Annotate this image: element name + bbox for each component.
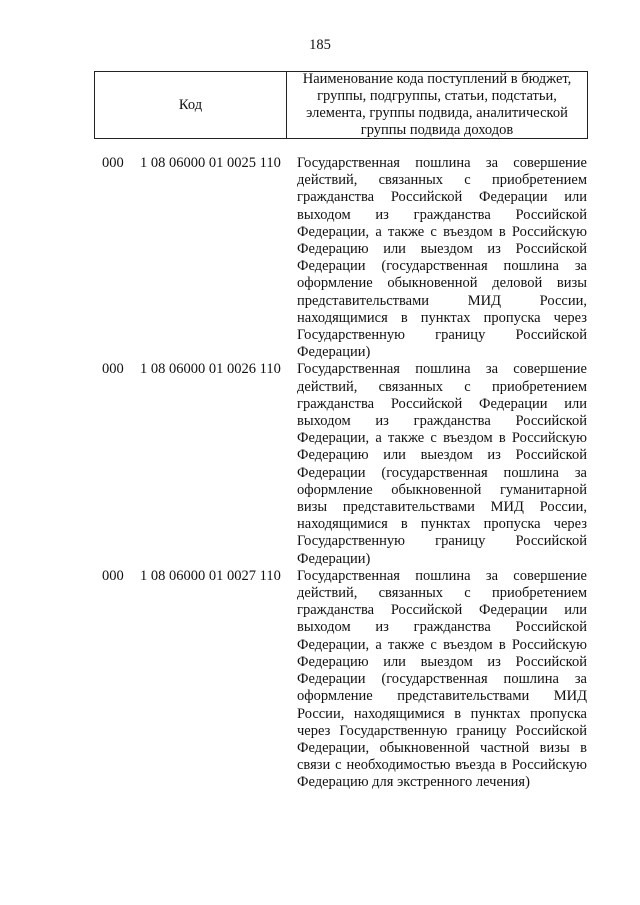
header-code-cell: Код — [95, 72, 287, 138]
revenue-code: 1 08 06000 01 0026 110 — [140, 361, 281, 378]
entry-row — [0, 155, 640, 361]
revenue-description: Государственная пошлина за совершение действий, связанных с приобретением гражданства Российской Федерации или выходом из гражданства Российской Федерации, а также с въездом в Российскую Федерацию или выездом из Российской Федерации (государственная пошлина за оформление представительствами МИД России, находящимися в пунктах пропуска через Государственную границу Российской Федерации, обыкновенной частной визы в связи с необходимостью въезда в Российскую Федерацию для экстренного лечения) — [297, 567, 587, 791]
entry-row — [0, 361, 640, 567]
admin-code: 000 — [102, 155, 124, 171]
header-name-cell: Наименование кода поступлений в бюджет, группы, подгруппы, статьи, подстатьи, элемента, группы подвида, аналитической группы подвида доходов — [302, 71, 572, 138]
admin-code: 000 — [102, 567, 124, 584]
entry-row — [0, 568, 640, 792]
revenue-description: Государственная пошлина за совершение действий, связанных с приобретением гражданства Российской Федерации или выходом из гражданства Российской Федерации, а также с въездом в Российскую Федерацию или выездом из Российской Федерации (государственная пошлина за оформление обыкновенной гуманитарной визы представительствами МИД России, находящимися в пунктах пропуска через Государственную границу Российской Федерации) — [297, 361, 587, 567]
revenue-code: 1 08 06000 01 0025 110 — [140, 155, 281, 171]
table-header — [94, 71, 588, 139]
admin-code: 000 — [102, 361, 124, 378]
revenue-description: Государственная пошлина за совершение действий, связанных с приобретением гражданства Российской Федерации или выходом из гражданства Российской Федерации, а также с въездом в Российскую Федерацию или выездом из Российской Федерации (государственная пошлина за оформление обыкновенной деловой визы представительствами МИД России, находящимися в пунктах пропуска через Государственную границу Российской Федерации) — [297, 155, 587, 361]
page-number: 185 — [309, 37, 331, 53]
entries-list — [0, 155, 640, 792]
revenue-code: 1 08 06000 01 0027 110 — [140, 567, 281, 584]
